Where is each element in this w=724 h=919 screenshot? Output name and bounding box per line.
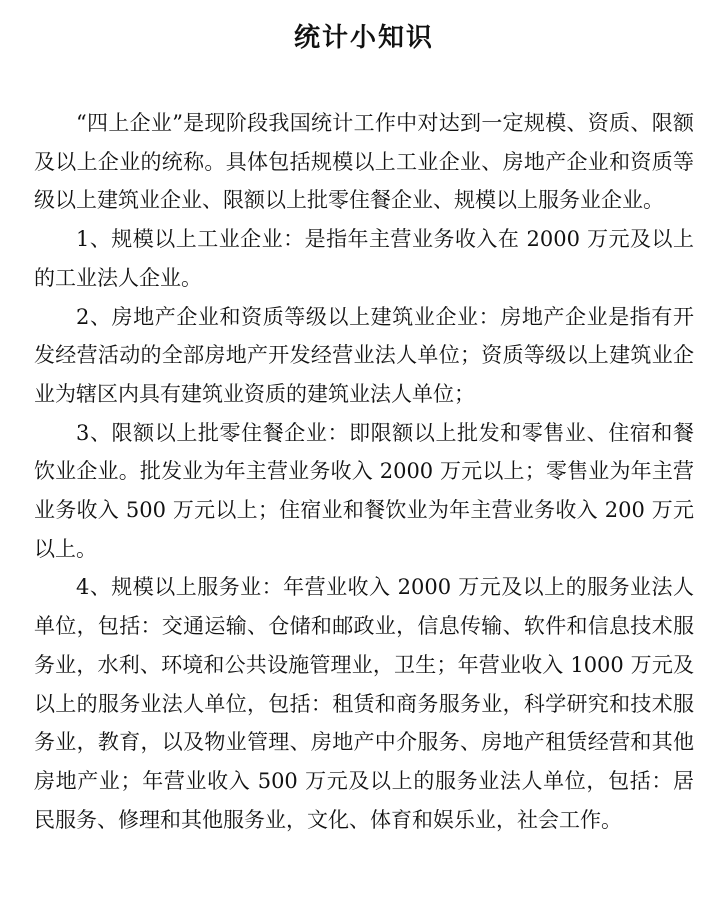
page-title: 统计小知识 xyxy=(293,23,434,53)
paragraph-intro: “四上企业”是现阶段我国统计工作中对达到一定规模、资质、限额及以上企业的统称。具体包括规模以上工业企业、房地产企业和资质等级以上建筑业企业、限额以上批零住餐企业、规模以上服务业企业。 xyxy=(34,111,694,213)
paragraph-real-estate-construction: 2、房地产企业和资质等级以上建筑业企业：房地产企业是指有开发经营活动的全部房地产开发经营业法人单位；资质等级以上建筑业企业为辖区内具有建筑业资质的建筑业法人单位； xyxy=(34,304,694,406)
paragraph-industrial: 1、规模以上工业企业：是指年主营业务收入在 2000 万元及以上的工业法人企业。 xyxy=(34,227,694,290)
paragraph-services: 4、规模以上服务业：年营业收入 2000 万元及以上的服务业法人单位，包括：交通运输、仓储和邮政业，信息传输、软件和信息技术服务业，水利、环境和公共设施管理业，卫生；年营业收入 1000 万元及以上的服务业法人单位，包括：租赁和商务服务业，科学研究和技术服务业，教育，以及物业管理、房地产中介服务、房地产租赁经营和其他房地产业；年营业收入 500 万元及以上的服务业法人单位，包括：居民服务、修理和其他服务业，文化、体育和娱乐业，社会工作。 xyxy=(34,575,694,832)
paragraph-wholesale-retail-catering: 3、限额以上批零住餐企业：即限额以上批发和零售业、住宿和餐饮业企业。批发业为年主营业务收入 2000 万元以上；零售业为年主营业务收入 500 万元以上；住宿业和餐饮业为年主营业务收入 200 万元以上。 xyxy=(34,420,694,561)
